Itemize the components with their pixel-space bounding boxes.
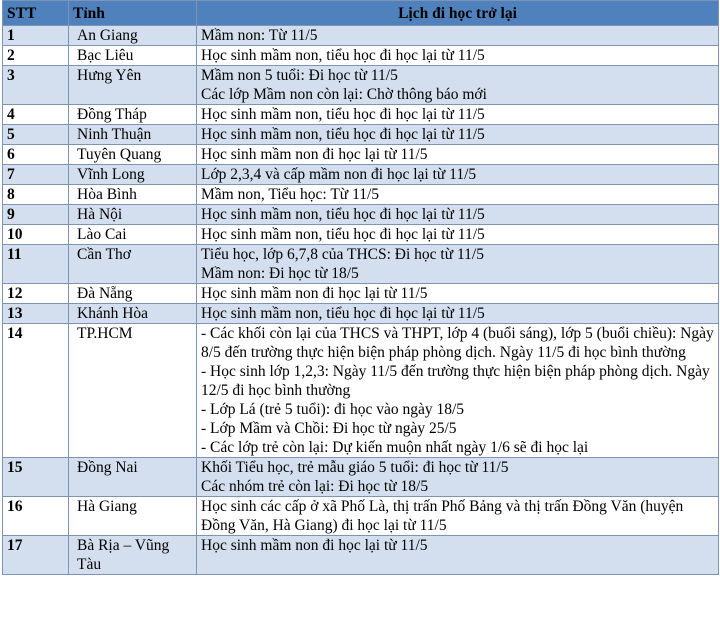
schedule-line: Học sinh mầm non, tiểu học đi học lại từ 11/5 — [201, 106, 485, 123]
row-stt: 2 — [3, 46, 69, 66]
schedule-line: - Lớp Lá (trẻ 5 tuổi): đi học vào ngày 18/5 — [201, 401, 465, 418]
row-stt: 6 — [3, 145, 69, 165]
row-province: An Giang — [69, 26, 197, 46]
table-row — [3, 165, 719, 185]
row-schedule — [197, 165, 719, 185]
table-row — [3, 26, 719, 46]
row-schedule — [197, 225, 719, 245]
row-stt: 4 — [3, 105, 69, 125]
row-schedule — [197, 125, 719, 145]
header-tinh: Tỉnh — [69, 1, 197, 26]
schedule-line: Học sinh các cấp ở xã Phố Là, thị trấn Phố Bảng và thị trấn Đồng Văn (huyện Đồng Văn, Hà Giang) đi học lại từ 11/5 — [201, 498, 684, 534]
school-reopening-table — [2, 0, 719, 575]
row-stt: 7 — [3, 165, 69, 185]
row-province: Bạc Liêu — [69, 46, 197, 66]
schedule-line: - Lớp Mầm và Chồi: Đi học từ ngày 25/5 — [201, 420, 457, 437]
row-stt: 12 — [3, 284, 69, 304]
row-province: Tuyên Quang — [69, 145, 197, 165]
schedule-line: Tiểu học, lớp 6,7,8 của THCS: Đi học từ 11/5 — [201, 246, 484, 263]
table-row — [3, 66, 719, 105]
schedule-line: Lớp 2,3,4 và cấp mầm non đi học lại từ 11/5 — [201, 166, 477, 183]
schedule-line: Mầm non 5 tuổi: Đi học từ 11/5 — [201, 67, 398, 84]
row-schedule — [197, 245, 719, 284]
table-row — [3, 458, 719, 497]
schedule-line: - Các khối còn lại của THCS và THPT, lớp 4 (buổi sáng), lớp 5 (buổi chiều): Ngày 8/5 đến trường thực hiện biện pháp phòng dịch. Ngày 11/5 đi học bình thường — [201, 325, 714, 361]
row-province: Ninh Thuận — [69, 125, 197, 145]
row-stt: 1 — [3, 26, 69, 46]
row-province: Cần Thơ — [69, 245, 197, 284]
schedule-line: Học sinh mầm non, tiểu học đi học lại từ 11/5 — [201, 47, 485, 64]
header-lich: Lịch đi học trở lại — [197, 1, 719, 26]
table-row — [3, 536, 719, 575]
row-schedule — [197, 145, 719, 165]
row-schedule — [197, 205, 719, 225]
schedule-line: Học sinh mầm non, tiểu học đi học lại từ 11/5 — [201, 126, 485, 143]
row-province: TP.HCM — [69, 324, 197, 458]
row-province: Hưng Yên — [69, 66, 197, 105]
row-province: Hà Nội — [69, 205, 197, 225]
row-province: Đà Nẵng — [69, 284, 197, 304]
row-stt: 9 — [3, 205, 69, 225]
row-province: Hà Giang — [69, 497, 197, 536]
row-schedule — [197, 497, 719, 536]
schedule-line: Học sinh mầm non đi học lại từ 11/5 — [201, 537, 428, 554]
row-stt: 16 — [3, 497, 69, 536]
row-province: Đồng Tháp — [69, 105, 197, 125]
table-row — [3, 497, 719, 536]
table-row — [3, 205, 719, 225]
row-schedule — [197, 324, 719, 458]
schedule-line: Học sinh mầm non, tiểu học đi học lại từ 11/5 — [201, 305, 485, 322]
header-stt: STT — [3, 1, 69, 26]
schedule-line: Học sinh mầm non đi học lại từ 11/5 — [201, 146, 428, 163]
table-row — [3, 125, 719, 145]
row-schedule — [197, 536, 719, 575]
table-row — [3, 324, 719, 458]
row-stt: 13 — [3, 304, 69, 324]
row-schedule — [197, 26, 719, 46]
row-province: Hòa Bình — [69, 185, 197, 205]
row-schedule — [197, 185, 719, 205]
row-schedule — [197, 105, 719, 125]
row-schedule — [197, 66, 719, 105]
table-row — [3, 185, 719, 205]
row-province: Bà Rịa – Vũng Tàu — [69, 536, 197, 575]
schedule-line: Học sinh mầm non đi học lại từ 11/5 — [201, 285, 428, 302]
schedule-line: Học sinh mầm non, tiểu học đi học lại từ 11/5 — [201, 226, 485, 243]
schedule-line: Khối Tiểu học, trẻ mẫu giáo 5 tuổi: đi học từ 11/5 — [201, 459, 509, 476]
schedule-line: - Học sinh lớp 1,2,3: Ngày 11/5 đến trường thực hiện biện pháp phòng dịch. Ngày 12/5 đi học bình thường — [201, 363, 710, 399]
schedule-line: Mầm non: Đi học từ 18/5 — [201, 265, 359, 282]
table-row — [3, 245, 719, 284]
schedule-line: Các lớp Mầm non còn lại: Chờ thông báo mới — [201, 86, 487, 103]
row-stt: 15 — [3, 458, 69, 497]
schedule-line: Học sinh mầm non, tiểu học đi học lại từ 11/5 — [201, 206, 485, 223]
row-province: Lào Cai — [69, 225, 197, 245]
schedule-line: Mầm non, Tiểu học: Từ 11/5 — [201, 186, 380, 203]
table-row — [3, 105, 719, 125]
row-schedule — [197, 46, 719, 66]
row-stt: 11 — [3, 245, 69, 284]
schedule-line: Các nhóm trẻ còn lại: Đi học từ 18/5 — [201, 478, 429, 495]
row-stt: 17 — [3, 536, 69, 575]
row-province: Đồng Nai — [69, 458, 197, 497]
row-stt: 5 — [3, 125, 69, 145]
header-row — [3, 1, 719, 26]
row-schedule — [197, 284, 719, 304]
schedule-line: Mầm non: Từ 11/5 — [201, 27, 318, 44]
row-stt: 14 — [3, 324, 69, 458]
schedule-line: - Các lớp trẻ còn lại: Dự kiến muộn nhất ngày 1/6 sẽ đi học lại — [201, 439, 589, 456]
table-body — [3, 26, 719, 575]
row-province: Khánh Hòa — [69, 304, 197, 324]
table-row — [3, 304, 719, 324]
row-stt: 8 — [3, 185, 69, 205]
table-row — [3, 145, 719, 165]
row-stt: 10 — [3, 225, 69, 245]
row-stt: 3 — [3, 66, 69, 105]
table-row — [3, 225, 719, 245]
table-row — [3, 284, 719, 304]
row-schedule — [197, 304, 719, 324]
row-schedule — [197, 458, 719, 497]
row-province: Vĩnh Long — [69, 165, 197, 185]
table-row — [3, 46, 719, 66]
